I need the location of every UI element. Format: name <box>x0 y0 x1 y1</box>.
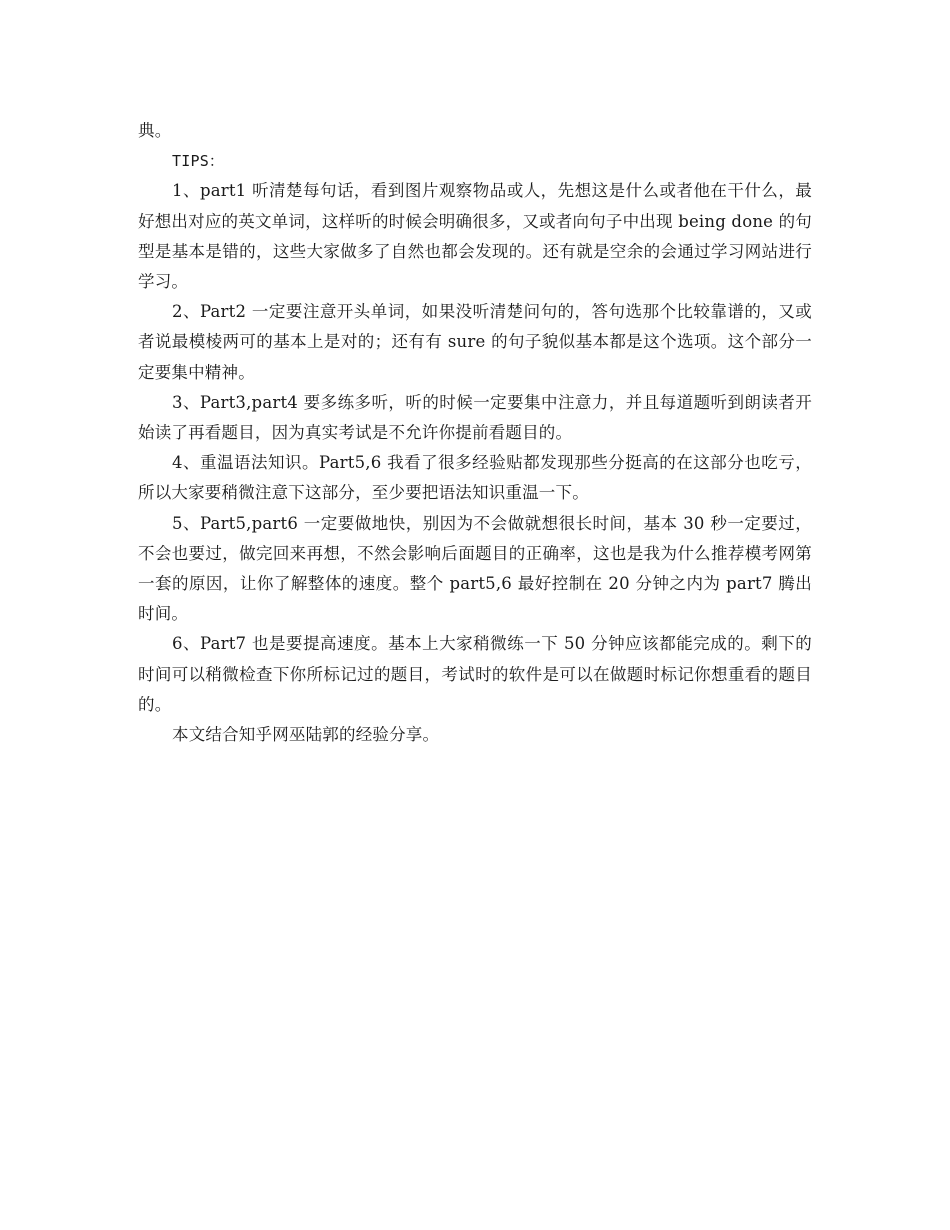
source-note-paragraph: 本文结合知乎网巫陆郭的经验分享。 <box>172 725 440 745</box>
document-body <box>138 116 812 750</box>
tip-6-paragraph: 6、Part7 也是要提高速度。基本上大家稍微练一下 50 分钟应该都能完成的。剩下的时间可以稍微检查下你所标记过的题目，考试时的软件是可以在做题时标记你想重看的题目的。 <box>138 634 812 714</box>
paragraph-continuation: 典。 <box>138 121 172 140</box>
tip-5-paragraph: 5、Part5,part6 一定要做地快，别因为不会做就想很长时间，基本 30 秒一定要过，不会也要过，做完回来再想，不然会影响后面题目的正确率，这也是我为什么推荐模考网第一套的原因，让你了解整体的速度。整个 part5,6 最好控制在 20 分钟之内为 part7 腾出时间。 <box>138 513 812 624</box>
tip-2-paragraph: 2、Part2 一定要注意开头单词，如果没听清楚问句的，答句选那个比较靠谱的，又或者说最模棱两可的基本上是对的；还有有 sure 的句子貌似基本都是这个选项。这个部分一定要集中精神。 <box>138 302 812 382</box>
tip-1-paragraph: 1、part1 听清楚每句话，看到图片观察物品或人，先想这是什么或者他在干什么，最好想出对应的英文单词，这样听的时候会明确很多，又或者向句子中出现 being done 的句型是基本是错的，这些大家做多了自然也都会发现的。还有就是空余的会通过学习网站进行学习。 <box>138 181 812 292</box>
tip-3-paragraph: 3、Part3,part4 要多练多听，听的时候一定要集中注意力，并且每道题听到朗读者开始读了再看题目，因为真实考试是不允许你提前看题目的。 <box>138 392 812 443</box>
tip-4-paragraph: 4、重温语法知识。Part5,6 我看了很多经验贴都发现那些分挺高的在这部分也吃亏，所以大家要稍微注意下这部分，至少要把语法知识重温一下。 <box>138 453 812 503</box>
tips-heading: TIPS： <box>172 152 225 171</box>
